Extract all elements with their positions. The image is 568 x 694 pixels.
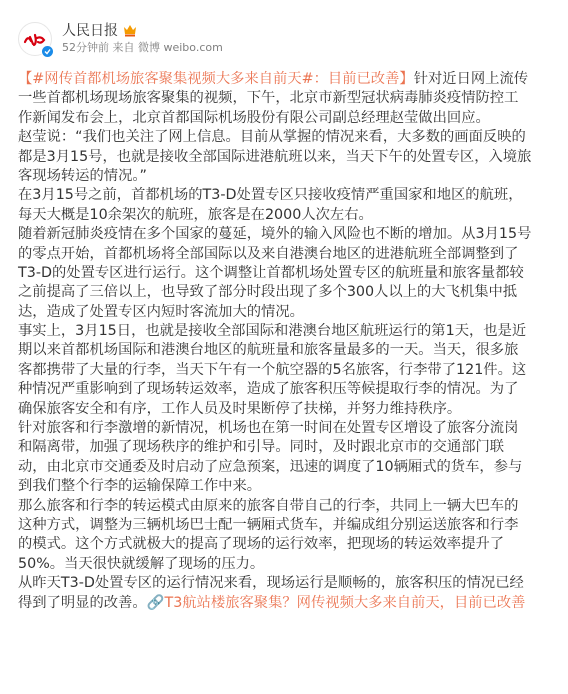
post-line: 事实上，3月15日，也就是接收全部国际和港澳台地区航班运行的第1天，也是近 — [18, 323, 527, 340]
post-text: 针对近日网上流传 — [413, 71, 529, 87]
post-line: 赵莹说：“我们也关注了网上信息。目前从掌握的情况来看，大多数的画面反映的 — [18, 129, 526, 146]
post-line: 从昨天T3-D处置专区的运行情况来看，现场运行是顺畅的，旅客积压的情况已经 — [18, 575, 524, 592]
post-line: 那么旅客和行李的转运模式由原来的旅客自带自己的行李，共同上一辆大巴车的 — [18, 497, 519, 514]
post-line: 到我们整个行李的运输保障工作中来。 — [18, 478, 262, 495]
post-meta: 52分钟前 来自 微博 weibo.com — [62, 41, 223, 54]
web-link[interactable]: 🔗T3航站楼旅客聚集？网传视频大多来自前天，目前已改善 — [146, 594, 526, 611]
post-line: 针对旅客和行李激增的新情况，机场也在第一时间在处置专区增设了旅客分流岗 — [18, 420, 519, 437]
post-line: 一些首都机场现场旅客聚集的视频，下午，北京市新型冠状病毒肺炎疫情防控工 — [18, 90, 519, 107]
post-line: 的零点开始，首都机场将全部国际以及来自港澳台地区的进港航班全部调整到了 — [18, 245, 519, 262]
post-line: T3-D的处置专区进行运行。这个调整让首都机场处置专区的航班量和旅客量都较 — [18, 264, 524, 281]
post-line: 作新闻发布会上，北京首都国际机场股份有限公司副总经理赵莹做出回应。 — [18, 109, 490, 126]
topic-link[interactable]: 【#网传首都机场旅客聚集视频大多来自前天#：目前已改善】 — [18, 71, 414, 87]
post-line: 确保旅客安全和有序，工作人员及时果断停了扶梯，并努力维持秩序。 — [18, 400, 462, 417]
post-text: 得到了明显的改善。 — [18, 594, 147, 611]
post-line: 动，由北京市交通委及时启动了应急预案，迅速的调度了10辆厢式的货车，参与 — [18, 458, 523, 475]
post-line: 都是3月15号，也就是接收全部国际进港航班以来，当天下午的处置专区，入境旅 — [18, 148, 532, 165]
member-badge-icon[interactable] — [122, 22, 138, 38]
post-line: 每天大概是10余架次的航班，旅客是在2000人次左右。 — [18, 206, 373, 223]
post-line: 50%。当天很快就缓解了现场的压力。 — [18, 555, 265, 572]
post-line: 之前提高了三倍以上，也导致了部分时段出现了多个300人以上的大飞机集中抵 — [18, 284, 518, 301]
post-line: 随着新冠肺炎疫情在多个国家的蔓延，境外的输入风险也不断的增加。从3月15号 — [18, 226, 532, 243]
post-body — [18, 70, 558, 613]
post-line: 的模式。这个方式就极大的提高了现场的运行效率，把现场的转运效率提升了 — [18, 536, 505, 553]
verified-icon — [41, 45, 54, 58]
post-line: 达，造成了处置专区内短时客流加大的情况。 — [18, 303, 304, 320]
post-line: 客都携带了大量的行李，当天下午有一个航空器的5名旅客，行李带了121件。这 — [18, 361, 527, 378]
post-line: 这种方式，调整为三辆机场巴士配一辆厢式货车，并编成组分别运送旅客和行李 — [18, 516, 519, 533]
post-line: 种情况严重影响到了现场转运效率，造成了旅客积压等候提取行李的情况。为了 — [18, 381, 519, 398]
post-line: 在3月15号之前，首都机场的T3-D处置专区只接收疫情严重国家和地区的航班， — [18, 187, 523, 204]
post-line — [18, 70, 558, 89]
post-line: 客现场转运的情况。” — [18, 167, 147, 184]
post-line: 和隔离带，加强了现场秩序的维护和引导。同时，及时跟北京市的交通部门联 — [18, 439, 505, 456]
post-header — [18, 22, 558, 66]
post-line: 期以来首都机场国际和港澳台地区的航班量和旅客量最多的一天。当天，很多旅 — [18, 342, 519, 359]
author-name[interactable]: 人民日报 — [62, 23, 118, 39]
post-line — [18, 594, 558, 613]
author-name-row — [62, 22, 138, 40]
